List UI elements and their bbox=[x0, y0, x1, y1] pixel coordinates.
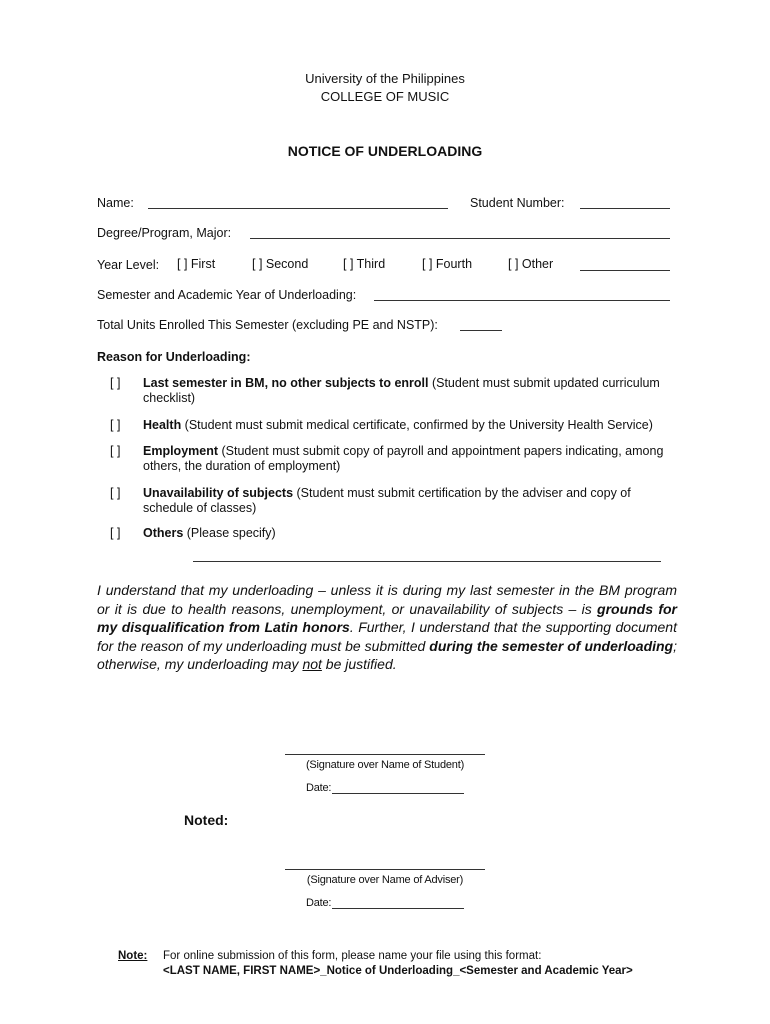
semester-field[interactable] bbox=[374, 300, 670, 301]
note-text: For online submission of this form, please name your file using this format: bbox=[163, 950, 542, 962]
units-field[interactable] bbox=[460, 330, 502, 331]
student-signature-line[interactable] bbox=[285, 754, 485, 755]
reason-checkbox[interactable]: [ ] bbox=[110, 486, 121, 500]
statement-text: I understand that my underloading – unless it is during my last semester in the BM program or it is due to health reasons, unemployment, or unavailability of subjects – is bbox=[97, 582, 677, 617]
reason-item bbox=[110, 526, 670, 541]
reason-checkbox[interactable]: [ ] bbox=[110, 526, 121, 540]
reason-item bbox=[110, 376, 670, 406]
reason-title: Unavailability of subjects bbox=[143, 486, 294, 500]
units-label: Total Units Enrolled This Semester (excluding PE and NSTP): bbox=[97, 318, 438, 332]
statement-text: . Further, I understand that the supporting document for the reason of my underloading must be submitted bbox=[97, 619, 677, 654]
statement-text: ; otherwise, my underloading may bbox=[97, 637, 678, 672]
student-date-label: Date: bbox=[306, 782, 332, 794]
semester-label: Semester and Academic Year of Underloading: bbox=[97, 288, 357, 302]
statement-text: be justified. bbox=[321, 656, 397, 672]
statement-underlined: not bbox=[302, 656, 322, 672]
year-option-fourth[interactable]: [ ] Fourth bbox=[422, 257, 473, 271]
reason-title: Health bbox=[143, 418, 182, 432]
statement-emphasis: grounds for my disqualification from Latin honors bbox=[97, 600, 677, 635]
student-number-label: Student Number: bbox=[470, 196, 565, 210]
reason-detail: (Student must submit updated curriculum checklist) bbox=[143, 376, 660, 405]
reason-detail: (Student must submit copy of payroll and appointment papers indicating, among others, the duration of employment) bbox=[143, 444, 664, 473]
year-option-first[interactable]: [ ] First bbox=[177, 257, 216, 271]
name-label: Name: bbox=[97, 196, 134, 210]
reason-title: Employment bbox=[143, 444, 219, 458]
adviser-date-label: Date: bbox=[306, 897, 332, 909]
reason-detail: (Please specify) bbox=[183, 526, 276, 540]
student-date-field[interactable] bbox=[332, 793, 464, 794]
page-title: NOTICE OF UNDERLOADING bbox=[287, 143, 483, 159]
year-other-field[interactable] bbox=[580, 270, 670, 271]
year-level-label: Year Level: bbox=[97, 258, 160, 272]
reason-detail: (Student must submit medical certificate, confirmed by the University Health Service) bbox=[181, 418, 653, 432]
student-signature-caption: (Signature over Name of Student) bbox=[305, 759, 465, 771]
degree-field[interactable] bbox=[250, 238, 670, 239]
reason-checkbox[interactable]: [ ] bbox=[110, 376, 121, 390]
note-label: Note: bbox=[118, 950, 148, 962]
reason-title: Last semester in BM, no other subjects to enroll bbox=[143, 376, 429, 390]
acknowledgement-statement bbox=[97, 581, 677, 674]
adviser-date-field[interactable] bbox=[332, 908, 464, 909]
reason-item bbox=[110, 418, 670, 433]
college-name: COLLEGE OF MUSIC bbox=[320, 89, 450, 104]
name-field[interactable] bbox=[148, 208, 448, 209]
noted-label: Noted: bbox=[184, 812, 229, 828]
others-specify-field[interactable] bbox=[193, 561, 661, 562]
degree-label: Degree/Program, Major: bbox=[97, 226, 232, 240]
year-option-third[interactable]: [ ] Third bbox=[343, 257, 386, 271]
note-filename-format: <LAST NAME, FIRST NAME>_Notice of Underloading_<Semester and Academic Year> bbox=[163, 965, 633, 977]
reason-checkbox[interactable]: [ ] bbox=[110, 418, 121, 432]
reason-heading: Reason for Underloading: bbox=[97, 350, 251, 364]
reason-item bbox=[110, 486, 670, 516]
statement-emphasis: during the semester of underloading bbox=[429, 637, 674, 654]
reason-detail: (Student must submit certification by the adviser and copy of schedule of classes) bbox=[143, 486, 631, 515]
reason-checkbox[interactable]: [ ] bbox=[110, 444, 121, 458]
year-option-other[interactable]: [ ] Other bbox=[508, 257, 554, 271]
year-option-second[interactable]: [ ] Second bbox=[252, 257, 309, 271]
university-name: University of the Philippines bbox=[305, 71, 465, 86]
adviser-signature-line[interactable] bbox=[285, 869, 485, 870]
reason-title: Others bbox=[143, 526, 184, 540]
adviser-signature-caption: (Signature over Name of Adviser) bbox=[306, 874, 464, 886]
student-number-field[interactable] bbox=[580, 208, 670, 209]
reason-item bbox=[110, 444, 670, 474]
